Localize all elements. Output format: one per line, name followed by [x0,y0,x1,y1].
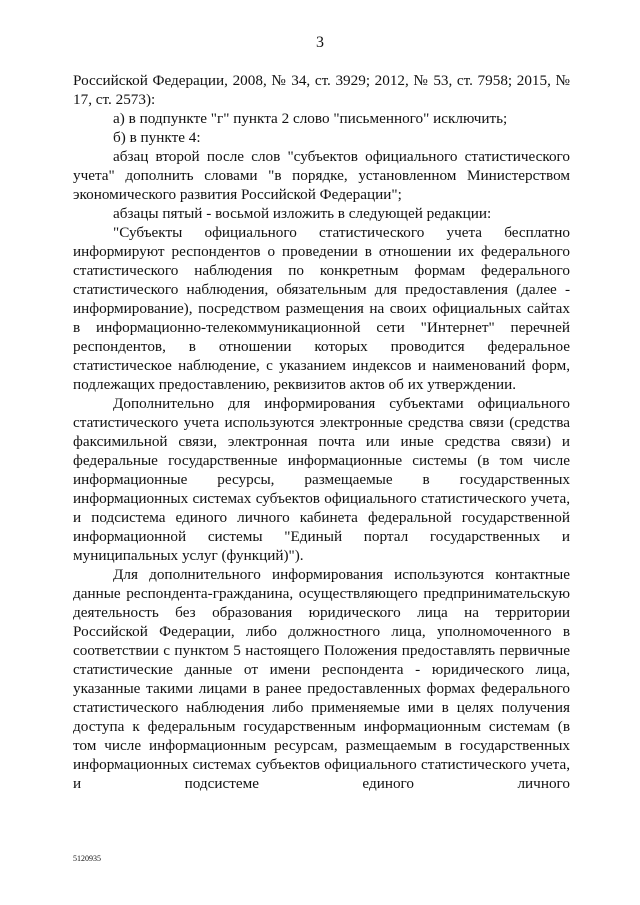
paragraph-fifth-eighth-abzac: абзацы пятый - восьмой изложить в следующей редакции: [113,205,492,222]
paragraph-second-abzac: абзац второй после слов "субъектов официального статистического учета" дополнить словами "в порядке, установленном Министерством экономического развития Российской Федерации"; [73,148,570,203]
paragraph-citation-continuation: Российской Федерации, 2008, № 34, ст. 3929; 2012, № 53, ст. 7958; 2015, № 17, ст. 2573): [73,72,570,108]
paragraph-informing-respondents: "Субъекты официального статистического учета бесплатно информируют респондентов о проведении в отношении их федерального статистического наблюдения по конкретным формам федерального статистического наблюдения, обязательным для предоставления (далее - информирование), посредством размещения на своих официальных сайтах в информационно-телекоммуникационной сети "Интернет" перечней респондентов, в отношении которых проводится федеральное статистическое наблюдение, с указанием индексов и наименований форм, подлежащих предоставлению, реквизитов актов об их утверждении. [73,224,570,393]
document-body [73,71,570,793]
document-code: 5120935 [73,854,101,863]
paragraph-item-b: б) в пункте 4: [113,129,201,146]
paragraph-additional-informing: Дополнительно для информирования субъектами официального статистического учета используются электронные средства связи (средства факсимильной связи, электронная почта или иные средства связи) и федеральные государственные информационные системы (в том числе информационные ресурсы, размещаемые в государственных информационных системах субъектов официального статистического учета, и подсистема единого личного кабинета федеральной государственной информационной системы "Единый портал государственных и муниципальных услуг (функций)"). [73,395,570,564]
paragraph-item-a: а) в подпункте "г" пункта 2 слово "письменного" исключить; [113,110,508,127]
paragraph-contact-data: Для дополнительного информирования используются контактные данные респондента-гражданина, осуществляющего предпринимательскую деятельность без образования юридического лица на территории Российской Федерации, либо должностного лица, уполномоченного в соответствии с пунктом 5 настоящего Положения предоставлять первичные статистические данные от имени респондента - юридического лица, указанные такими лицами в ранее предоставленных формах федерального статистического наблюдения либо применяемые ими в целях получения доступа к федеральным государственным информационным системам (в том числе информационным ресурсам, размещаемым в государственных информационных системах субъектов официального статистического учета, и подсистеме единого личного [73,566,570,792]
page-number: 3 [316,34,324,51]
